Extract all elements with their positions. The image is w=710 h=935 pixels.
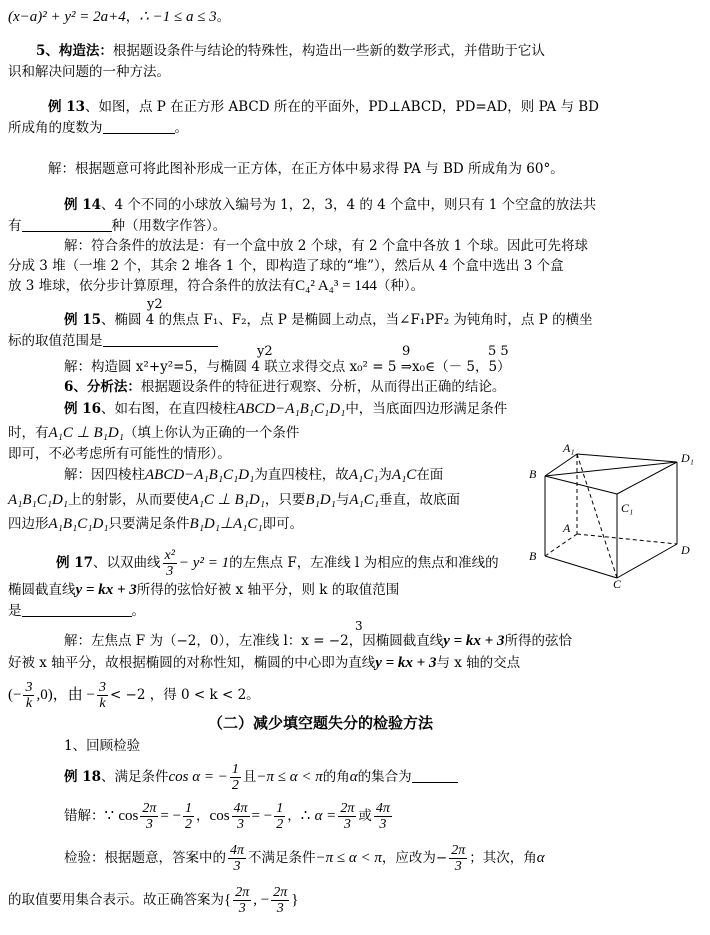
answer-blank[interactable]	[412, 770, 458, 783]
ex15-label: 例 15	[64, 312, 101, 328]
answer-blank[interactable]	[103, 121, 175, 134]
edge-c1-d1	[617, 462, 677, 494]
ex16-solution-line2: A₁B₁C₁D₁上的射影，从而要使A₁C ⊥ B₁D₁，只要B₁D₁与A₁C₁垂直，故底面	[8, 492, 460, 508]
label-b: B	[529, 549, 537, 563]
hidden-diagonal-a1-c	[577, 454, 617, 578]
label-d1: D₁	[681, 451, 694, 465]
ex14-solution-line2: 分成 3 堆（一堆 2 个，其余 2 堆各 1 个，即构造了球的“堆”），然后从 4 个盒中选出 3 个盒	[8, 258, 564, 274]
label-b1: B	[529, 467, 537, 481]
hidden-edge-a-d	[577, 534, 677, 544]
label-a: A	[563, 521, 571, 535]
ex17-frac-3: 3	[355, 619, 363, 633]
ex16-label: 例 16	[64, 401, 101, 417]
ex16-solution-line1: 解：因四棱柱ABCD−A₁B₁C₁D₁为直四棱柱，故A₁C₁为A₁C在面	[64, 467, 444, 483]
ex17-line2: 椭圆截直线y = kx + 3所得的弦恰好被 x 轴平分，则 k 的取值范围	[8, 582, 400, 598]
ex14-line1: 例 14、4 个不同的小球放入编号为 1，2，3，4 的 4 个盒中，则只有 1 个空盒的放法共	[64, 197, 597, 213]
method6-title: 6、分析法：	[64, 379, 141, 395]
ex16-line3: 即可，不必考虑所有可能性的情形）。	[8, 446, 231, 462]
ex16-line2: 时，有A₁C ⊥ B₁D₁（填上你认为正确的一个条件	[8, 425, 300, 441]
prism-figure	[525, 440, 700, 590]
ex14-line2: 有 种（用数字作答）。	[8, 218, 227, 234]
ex16-line1: 例 16、如右图，在直四棱柱ABCD−A₁B₁C₁D₁中，当底面四边形满足条件	[64, 401, 508, 417]
method5-line2: 识和解决问题的一种方法。	[8, 64, 170, 80]
answer-blank[interactable]	[103, 334, 218, 347]
edge-b1-c1	[545, 476, 617, 494]
method5-line1: 5、构造法：根据题设条件与结论的特殊性，构造出一些新的数学形式，并借助于它认	[36, 43, 545, 59]
ex17-solution-line1: 解：左焦点 F 为（−2，0），左准线 l：x = −2，因椭圆截直线y = kx + 3所得的弦恰	[64, 633, 572, 649]
edge-b-c	[545, 556, 617, 578]
ex13-line1: 例 13、如图，点 P 在正方形 ABCD 所在的平面外，PD⊥ABCD，PD=AD，则 PA 与 BD	[48, 99, 600, 115]
ex17-solution-line3: (− $\frac{3}{k}$ ,0)，由 − $\frac{3}{k}$ < −2 ，得 0 < k < 2。	[8, 680, 260, 711]
answer-blank[interactable]	[22, 219, 112, 232]
ex15-line2: 标的取值范围是	[8, 332, 218, 350]
ex14-solution-line3: 放 3 堆球，依分步计算原理，符合条件的放法有C₄² A₄³ = 144（种）。	[8, 278, 425, 294]
method6-line: 6、分析法：根据题设条件的特征进行观察、分析，从而得出正确的结论。	[64, 379, 506, 395]
conclusion: ∴ −1 ≤ a ≤ 3	[139, 9, 217, 25]
ex15-fragment-55: 5 5	[488, 344, 509, 359]
ex18-label: 例 18	[64, 769, 101, 785]
label-d: D	[681, 543, 690, 557]
ex15-solution: 解：构造圆 x²+y²=5，与椭圆 4 联立求得交点 x₀² = 5 ⇒x₀∈（－ 5，5）	[64, 359, 511, 375]
ex17-line3: 是 。	[8, 603, 145, 619]
hyperbola-fraction: $\frac{\text{x²}}{3}$	[164, 548, 175, 579]
ex15-fraction-fragment: y2	[147, 297, 163, 312]
hidden-edge-b-a	[545, 534, 577, 556]
count-formula: C₄² A₄³ = 144	[295, 278, 377, 294]
equation: (x−a)² + y² = 2a+4	[8, 9, 126, 25]
label-c1: C₁	[621, 501, 634, 515]
ex15-fragment-9: 9	[402, 344, 411, 359]
ex18-wrong-solution: 错解：∵ cos $\frac{2\pi}{3}$ = − $\frac{1}{2}$ ，cos $\frac{4\pi}{3}$ = − $\frac{1}{2}$ ，∴ α = $\frac{2\pi}{3}$ 或 $\frac{4\pi}{3}$	[64, 801, 390, 832]
ex17-label: 例 17	[56, 555, 93, 571]
edge-c-d	[617, 544, 677, 578]
top-equation-line: (x−a)² + y² = 2a+4，∴ −1 ≤ a ≤ 3。	[8, 9, 231, 25]
answer-blank[interactable]	[22, 604, 132, 617]
ex13-line2: 所成角的度数为 。	[8, 120, 188, 136]
label-a1: A₁	[563, 441, 575, 455]
check-method-1: 1、回顾检验	[64, 738, 141, 754]
ex13-solution: 解：根据题意可将此图补形成一正方体，在正方体中易求得 PA 与 BD 所成角为 60°。	[48, 161, 564, 177]
ex13-label: 例 13	[48, 99, 85, 115]
ex14-label: 例 14	[64, 197, 101, 213]
ex16-solution-line3: 四边形A₁B₁C₁D₁只要满足条件B₁D₁⊥A₁C₁即可。	[8, 516, 304, 532]
section-heading: （二）减少填空题失分的检验方法	[208, 714, 434, 732]
ex17-solution-line2: 好被 x 轴平分，故根据椭圆的对称性知，椭圆的中心即为直线y = kx + 3与 x 轴的交点	[8, 655, 521, 671]
method5-title: 5、构造法：	[36, 43, 113, 59]
ex18-line1: 例 18、满足条件cos α = − $\frac{1}{2}$ 且−π ≤ α < π的角α的集合为	[64, 760, 458, 794]
ex15-fragment-y2: y2	[257, 344, 273, 359]
diagonal-b1-d1	[545, 462, 677, 476]
ex17-line1: 例 17、以双曲线 $\frac{\text{x²}}{3}$ − y² = 1的左焦点 F，左准线 l 为相应的焦点和准线的	[56, 548, 499, 579]
ex15-line1: 例 15、椭圆 4 的焦点 F₁、F₂，点 P 是椭圆上动点，当∠F₁PF₂ 为钝角时，点 P 的横坐	[64, 312, 593, 328]
edge-a1-d1	[577, 454, 677, 462]
ex18-final-answer: 的取值要用集合表示。故正确答案为{ $\frac{2\pi}{3}$ , − $\frac{2\pi}{3}$ }	[8, 885, 299, 916]
label-c: C	[613, 577, 622, 590]
ex14-solution-line1: 解：符合条件的放法是：有一个盒中放 2 个球，有 2 个盒中各放 1 个球。因此可先将球	[64, 238, 589, 254]
ex18-verification: 检验：根据题意，答案中的 $\frac{4\pi}{3}$ 不满足条件−π ≤ α < π，应改为− $\frac{2\pi}{3}$ ；其次，角α	[64, 843, 545, 874]
